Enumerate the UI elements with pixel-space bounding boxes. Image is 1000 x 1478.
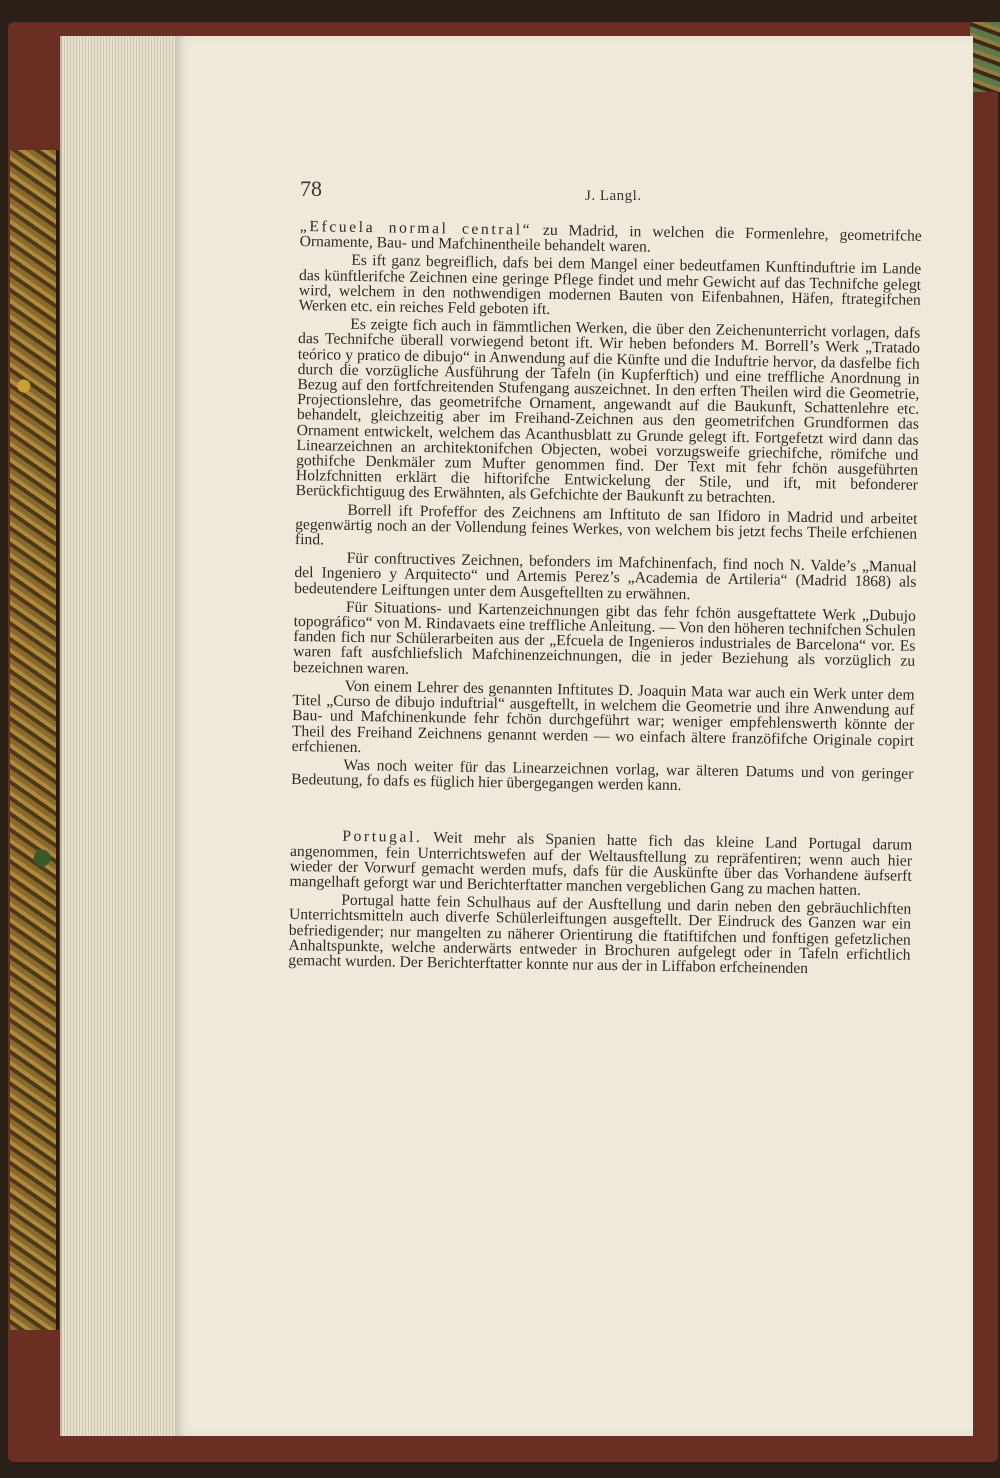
marbled-edge-right bbox=[970, 22, 1000, 92]
body-text bbox=[288, 219, 922, 981]
marbled-edge-left bbox=[10, 150, 59, 1330]
paragraph: Portugal hatte fein Schulhaus auf der Ausftellung und darin neben den gebräuchlichften Unterrichtsmitteln auch diverfe Schülerleiftungen ausgeftellt. Der Eindruck des Ganzen war ein befriedigender; nur mangelten zu näherer Orientirung die ftatiftifchen und fonftigen gefetzlichen Anhaltspunkte, welche anderwärts entweder in Brochuren aufgelegt oder in Tafeln erfichtlich gemacht wurden. Der Berichterftatter konnte nur aus der in Liffabon erfcheinenden bbox=[288, 891, 912, 978]
paragraph: Es ift ganz begreiflich, dafs bei dem Mangel einer bedeutfamen Kunftinduftrie im Lande das künftlerifche Zeichnen eine geringe Pflege findet und mehr Gewicht auf das Technifche gelegt wird, welchem in den nothwendigen modernen Bauten von Eifenbahnen, Häfen, ftrategifchen Werken etc. ein reiches Feld geboten ift. bbox=[298, 252, 922, 318]
paragraph: Es zeigte fich auch in fämmtlichen Werken, die über den Zeichenunterricht vorlagen, dafs das Technifche überall vorwiegend betont ift. Wir heben befonders M. Borrell’s Werk „Tratado teórico y pratico de dibujo“ in Anwendung auf die Künfte und die Induftrie hervor, da dasfelbe fich durch die vorzügliche Ausführung der Tafeln (in Kupferftich) und eine treffliche Anordnung in Bezug auf den fortfchreitenden Stufengang auszeichnet. In den erften Theilen wird die Geometrie, Projectionslehre, das geometrifche Ornament, angewandt auf die Baukunft, Schattenlehre etc. behandelt, gleichzeitig aber im Freihand-Zeichnen aus den geometrifchen Grundformen das Ornament entwickelt, welchem das Acanthusblatt zu Grunde gelegt ift. Fortgefetzt wird dann das Linearzeichnen an architektonifchen Objecten, wobei vorzugsweife griechifche, römifche und gothifche Denkmäler zum Mufter genommen find. Der Text mit fehr fchön ausgeführten Holzfchnitten erklärt die hiftorifche Entwickelung der Stile, und ift, mit befonderer Berückfichtiguug des Erwähnten, als Gefchichte der Baukunft zu betrachten. bbox=[295, 316, 921, 507]
page-number: 78 bbox=[300, 176, 322, 201]
page-stack-edges bbox=[60, 36, 182, 1436]
section-heading: Portugal. bbox=[342, 828, 423, 847]
paragraph: Was noch weiter für das Linearzeichnen vorlag, war älteren Datums und von geringer Bedeutung, fo dafs es füglich hier übergegangen werden kann. bbox=[291, 756, 914, 795]
paragraph: Von einem Lehrer des genannten Inftitutes D. Joaquin Mata war auch ein Werk unter dem Titel „Curso de dibujo induftrial“ ausgeftellt, in welchem die Geometrie und ihre Anwendung auf Bau- und Mafchinenkunde fehr fchön durchgeführt war; weniger empfehlenswerth könnte der Theil des Freihand Zeichnens genannt werden — wo einfach ältere franzöfifche Originale copirt erfchienen. bbox=[291, 677, 915, 756]
paragraph: Für Situations- und Kartenzeichnungen gibt das fehr fchön ausgeftattete Werk „Dubujo topográfico“ von M. Rindavaets eine treffliche Anleitung. — Von den höheren technifchen Schulen fanden fich nur Schülerarbeiten aus der „Efcuela de Ingenieros industriales de Barcelona“ vor. Es waren faft ausfchliefslich Mafchinenzeichnungen, die in jeder Beziehung als vorzüglich zu bezeichnen waren. bbox=[292, 598, 916, 678]
paragraph: Borrell ift Profeffor des Zeichnens am Inftituto de san Ifidoro in Madrid und arbeitet gegenwärtig noch an der Vollendung feines Werkes, von welchem bis jetzt fechs Theile erfchienen find. bbox=[294, 501, 918, 549]
paragraph: Portugal. Weit mehr als Spanien hatte fich das kleine Land Portugal darum angenommen, fein Unterrichtswefen auf der Weltausftellung zu repräfentiren; wenn auch hier wieder der Vorwurf gemacht werden mufs, dafs für die Auskünfte über das Vorhandene äufserft mangelhaft geforgt war und Berichterftatter manchen vergeblichen Gang zu machen hatten. bbox=[289, 828, 913, 899]
paragraph-lead: „Efcuela normal central“ bbox=[299, 218, 533, 239]
book-page bbox=[175, 36, 973, 1436]
running-head bbox=[300, 176, 920, 206]
paragraph: Für conftructives Zeichnen, befonders im Mafchinenfach, find noch N. Valde’s „Manual del Ingeniero y Arquitecto“ und Artemis Perez’s „Academia de Artileria“ (Madrid 1868) als bedeutendere Leiftungen unter dem Ausgeftellten zu erwähnen. bbox=[294, 550, 917, 603]
header-author: J. Langl. bbox=[585, 188, 642, 204]
paragraph: „Efcuela normal central“ zu Madrid, in welchen die Formenlehre, geometrifche Ornamente, Bau- und Mafchinentheile behandelt waren. bbox=[299, 218, 922, 256]
